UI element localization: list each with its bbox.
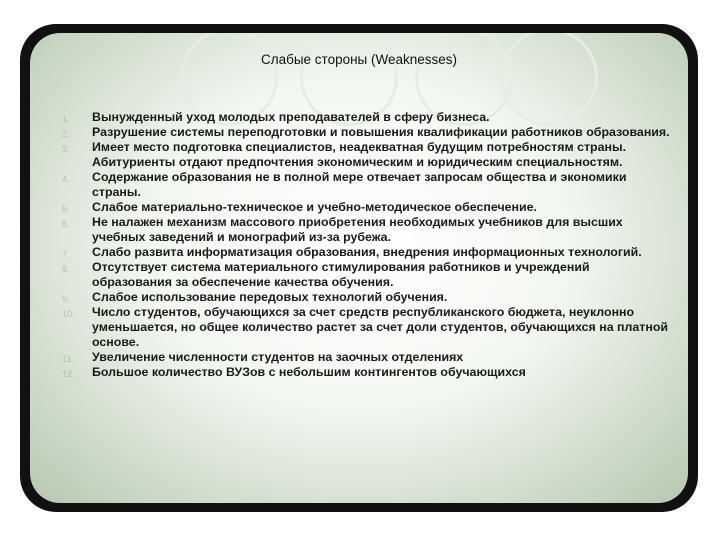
list-item bbox=[62, 290, 672, 305]
list-item-number: 12. bbox=[62, 369, 75, 379]
list-item-text: Содержание образования не в полной мере отвечает запросам общества и экономики страны. bbox=[92, 170, 627, 199]
list-item bbox=[62, 170, 672, 200]
list-item bbox=[62, 245, 672, 260]
list-item-text: Число студентов, обучающихся за счет средств республиканского бюджета, неуклонно уменьшается, но общее количество растет за счет доли студентов, обучающихся на платной основе. bbox=[92, 305, 669, 349]
list-item bbox=[62, 260, 672, 290]
list-item-number: 3. bbox=[62, 144, 70, 154]
list-item-text: Имеет место подготовка специалистов, неадекватная будущим потребностям страны. Абитуриенты отдают предпочтения экономическим и юридическим специальностям. bbox=[92, 140, 627, 169]
list-item bbox=[62, 125, 672, 140]
list-item-number: 4. bbox=[62, 174, 70, 184]
list-item bbox=[62, 200, 672, 215]
list-item-text: Увеличение численности студентов на заочных отделениях bbox=[92, 350, 464, 364]
list-item-number: 10. bbox=[62, 309, 75, 319]
list-item-text: Вынужденный уход молодых преподавателей в сферу бизнеса. bbox=[92, 110, 490, 124]
list-item-text: Большое количество ВУЗов с небольшим контингентов обучающихся bbox=[92, 365, 526, 379]
list-item-text: Слабо развита информатизация образования, внедрения информационных технологий. bbox=[92, 245, 642, 259]
list-item-text: Разрушение системы переподготовки и повышения квалификации работников образования. bbox=[92, 125, 670, 139]
list-item bbox=[62, 215, 672, 245]
list-item bbox=[62, 350, 672, 365]
list-item-number: 9. bbox=[62, 294, 70, 304]
list-item bbox=[62, 110, 672, 125]
list-item-text: Слабое материально-техническое и учебно-методическое обеспечение. bbox=[92, 200, 537, 214]
list-item bbox=[62, 140, 672, 170]
list-item-number: 6. bbox=[62, 219, 70, 229]
weaknesses-list bbox=[62, 110, 672, 380]
list-item bbox=[62, 365, 672, 380]
list-item-number: 2. bbox=[62, 129, 70, 139]
list-item-number: 8. bbox=[62, 264, 70, 274]
list-item-number: 1. bbox=[62, 114, 70, 124]
list-item-number: 7. bbox=[62, 249, 70, 259]
slide-title: Слабые стороны (Weaknesses) bbox=[260, 52, 458, 67]
list-item-number: 11. bbox=[62, 354, 74, 364]
list-item-text: Не налажен механизм массового приобретения необходимых учебников для высших учебных заведений и монографий из-за рубежа. bbox=[92, 215, 623, 244]
list-item bbox=[62, 305, 672, 350]
list-item-text: Слабое использование передовых технологий обучения. bbox=[92, 290, 448, 304]
list-item-number: 5. bbox=[62, 204, 70, 214]
list-item-text: Отсутствует система материального стимулирования работников и учреждений образования за обеспечение качества обучения. bbox=[92, 260, 590, 289]
